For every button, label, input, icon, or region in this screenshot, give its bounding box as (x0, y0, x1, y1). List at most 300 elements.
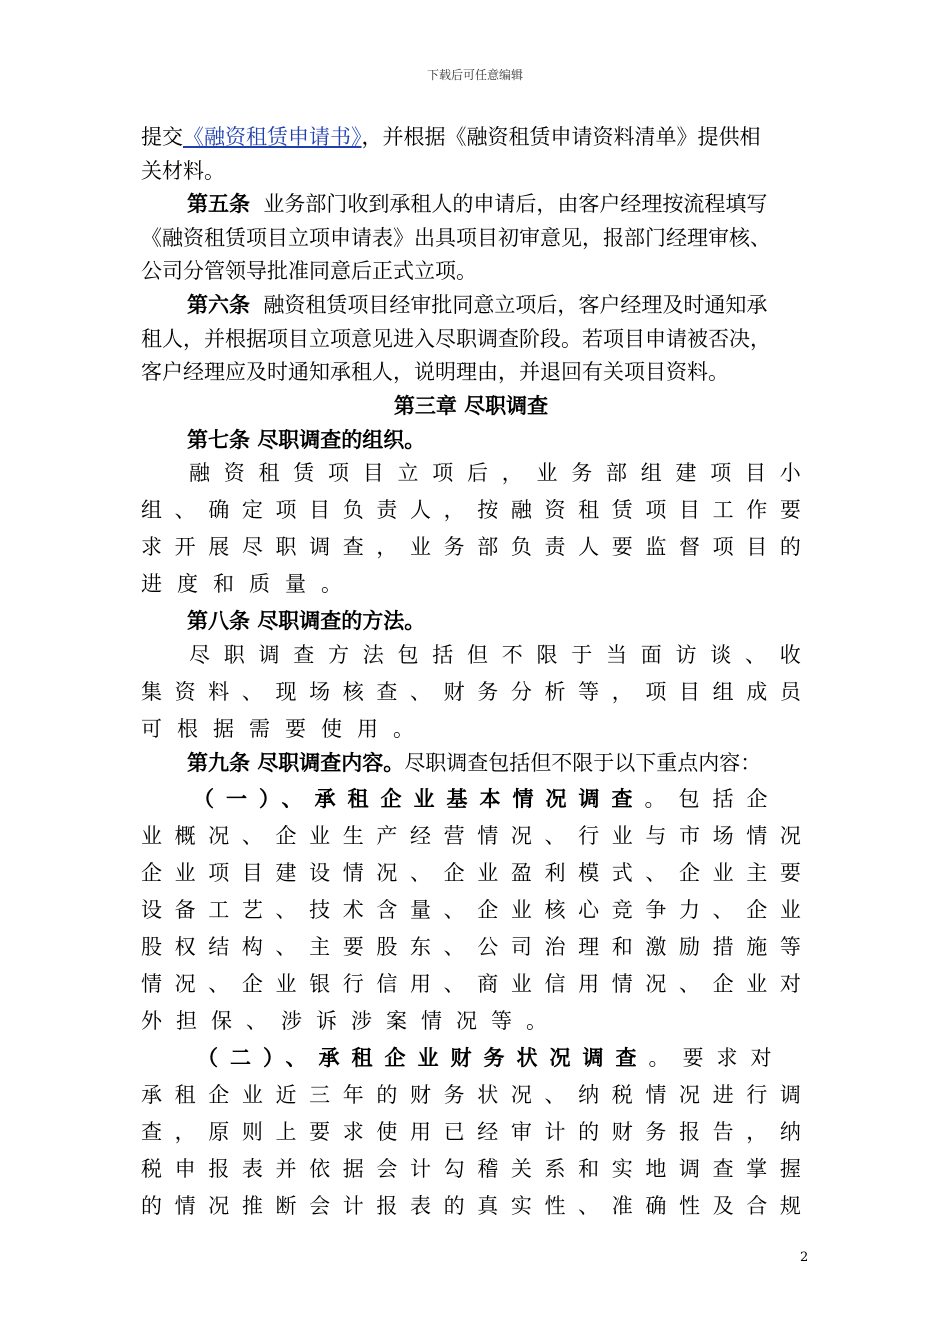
glyph: 利 (544, 861, 566, 885)
glyph: 况 (779, 824, 801, 848)
application-form-link[interactable]: 《融资租赁申请书》 (183, 125, 362, 149)
glyph: 、 (745, 643, 766, 667)
glyph: 业 (510, 898, 532, 922)
glyph: 企 (712, 972, 734, 996)
glyph: 建 (675, 461, 697, 485)
glyph: 查 (712, 1157, 734, 1181)
glyph: 况 (679, 1083, 700, 1107)
section-1-line (141, 858, 801, 888)
glyph: 模 (578, 861, 600, 885)
glyph: 务 (443, 535, 465, 559)
glyph: 税 (611, 1083, 633, 1107)
glyph: 情 (477, 824, 499, 848)
glyph: 握 (779, 1157, 801, 1181)
glyph: 目 (746, 535, 768, 559)
glyph: 进 (712, 1083, 734, 1107)
glyph: 业 (309, 824, 331, 848)
glyph: 业 (779, 898, 801, 922)
text-run: 。包括企 (644, 787, 781, 811)
article-8-line (141, 677, 801, 707)
glyph: 财 (443, 680, 465, 704)
glyph: 建 (275, 861, 297, 885)
glyph: 、 (275, 935, 297, 959)
glyph: 及 (712, 1194, 734, 1218)
text-run: 提交 (141, 125, 183, 149)
glyph: 勾 (443, 1157, 465, 1181)
glyph: 业 (141, 824, 162, 848)
glyph: 生 (342, 824, 364, 848)
article-8-heading: 第八条 尽职调查的方法。 (187, 609, 426, 633)
section-2-line (141, 1117, 801, 1147)
chapter-title: 第三章 尽职调查 (393, 394, 549, 418)
glyph: 项 (275, 498, 297, 522)
glyph: 立 (397, 461, 419, 485)
glyph: 业 (746, 972, 768, 996)
glyph: 查 (293, 643, 315, 667)
glyph: 目 (362, 461, 384, 485)
glyph: 据 (342, 1157, 364, 1181)
glyph: 确 (208, 498, 230, 522)
glyph: 司 (510, 935, 532, 959)
text-run: 业务部门收到承租人的申请后，由客户经理按流程填写 (263, 192, 768, 216)
glyph: 场 (712, 824, 734, 848)
glyph: 负 (510, 535, 532, 559)
glyph: 法 (362, 643, 384, 667)
glyph: 核 (342, 680, 364, 704)
glyph: 竞 (611, 898, 633, 922)
glyph: 项 (432, 461, 454, 485)
text-run: 融资租赁项目经审批同意立项后，客户经理及时通知承 (263, 293, 768, 317)
article-9-heading: 第九条 尽职调查内容。 (187, 751, 405, 775)
glyph: 租 (578, 498, 600, 522)
glyph: 股 (141, 935, 162, 959)
glyph: 项 (208, 861, 230, 885)
section-2-title: （二）、承租企业财务状况调查 (197, 1046, 649, 1070)
glyph: 施 (746, 935, 768, 959)
glyph: 表 (241, 1157, 263, 1181)
glyph: 系 (544, 1157, 566, 1181)
article-8-line: 可根据需要使用。 (141, 717, 429, 741)
glyph: 与 (645, 824, 667, 848)
glyph: 谈 (710, 643, 732, 667)
glyph: 况 (510, 824, 532, 848)
glyph: 申 (174, 1157, 196, 1181)
glyph: 营 (443, 824, 465, 848)
paragraph-line (141, 122, 801, 152)
glyph: 治 (544, 935, 566, 959)
glyph: 和 (578, 1157, 600, 1181)
text-run: 尽职调查包括但不限于以下重点内容： (404, 751, 762, 775)
glyph: ， (376, 535, 398, 559)
glyph: 要 (779, 861, 801, 885)
glyph: 措 (712, 935, 734, 959)
paragraph-line: 关材料。 (141, 159, 225, 183)
glyph: 、 (174, 498, 196, 522)
glyph: 市 (679, 824, 700, 848)
glyph: 年 (342, 1083, 364, 1107)
glyph: 审 (510, 1120, 532, 1144)
glyph: 查 (376, 680, 398, 704)
glyph: 资 (544, 498, 566, 522)
glyph: 项 (328, 461, 349, 485)
glyph: 监 (645, 535, 667, 559)
glyph: 业 (174, 861, 196, 885)
section-1-line (141, 895, 801, 925)
article-6-line: 租人，并根据项目立项意见进入尽职调查阶段。若项目申请被否决， (141, 327, 771, 351)
glyph: 的 (376, 1083, 398, 1107)
glyph: 量 (410, 898, 431, 922)
glyph: 上 (275, 1120, 297, 1144)
glyph: 行 (578, 824, 600, 848)
glyph: 商 (477, 972, 499, 996)
glyph: 实 (611, 1157, 633, 1181)
glyph: 性 (544, 1194, 566, 1218)
glyph: 况 (510, 1083, 532, 1107)
glyph: 掌 (746, 1157, 768, 1181)
glyph: 确 (645, 1194, 667, 1218)
glyph: 要 (779, 498, 801, 522)
glyph: 要 (342, 935, 364, 959)
glyph: 纳 (578, 1083, 600, 1107)
glyph: 按 (477, 498, 499, 522)
section-1-line (141, 821, 801, 851)
glyph: 展 (208, 535, 230, 559)
glyph: 、 (443, 972, 465, 996)
glyph: 情 (746, 824, 768, 848)
page-number: 2 (800, 1250, 809, 1265)
glyph: 、 (712, 898, 734, 922)
glyph: 用 (410, 972, 431, 996)
glyph: 、 (443, 898, 465, 922)
glyph: 企 (679, 861, 700, 885)
glyph: 的 (578, 1120, 600, 1144)
glyph: 励 (679, 935, 700, 959)
glyph: ， (746, 1120, 768, 1144)
glyph: 和 (611, 935, 633, 959)
glyph: 权 (174, 935, 196, 959)
glyph: 激 (645, 935, 667, 959)
glyph: 企 (241, 972, 263, 996)
glyph: 已 (443, 1120, 465, 1144)
glyph: 并 (275, 1157, 297, 1181)
article-7-line (141, 532, 801, 562)
section-2-line (141, 1191, 801, 1221)
glyph: 关 (510, 1157, 532, 1181)
glyph: 小 (779, 461, 801, 485)
glyph: 公 (477, 935, 499, 959)
glyph: 组 (712, 680, 734, 704)
glyph: 业 (712, 861, 734, 885)
glyph: 但 (467, 643, 488, 667)
glyph: 况 (376, 861, 398, 885)
glyph: 责 (544, 535, 566, 559)
glyph: 财 (611, 1120, 633, 1144)
article-7-line (189, 458, 801, 488)
glyph: 项 (645, 680, 667, 704)
article-5-line (187, 189, 801, 219)
glyph: 、 (645, 861, 667, 885)
glyph: 融 (189, 461, 210, 485)
glyph: 设 (309, 861, 331, 885)
glyph: 况 (208, 824, 230, 848)
glyph: 稽 (477, 1157, 499, 1181)
glyph: 技 (309, 898, 331, 922)
article-5-label: 第五条 (187, 192, 250, 216)
glyph: 会 (376, 1157, 398, 1181)
glyph: 场 (309, 680, 331, 704)
glyph: 力 (679, 898, 700, 922)
glyph: 计 (410, 1157, 431, 1181)
text-run: 。要求对 (648, 1046, 785, 1070)
glyph: 料 (208, 680, 230, 704)
glyph: 概 (174, 824, 196, 848)
glyph: 限 (536, 643, 558, 667)
glyph: 税 (141, 1157, 162, 1181)
glyph: 项 (645, 498, 667, 522)
glyph: 方 (328, 643, 349, 667)
glyph: 近 (275, 1083, 297, 1107)
glyph: 推 (241, 1194, 263, 1218)
glyph: 目 (745, 461, 766, 485)
article-7-line (141, 495, 801, 525)
glyph: 、 (241, 680, 263, 704)
glyph: 情 (342, 861, 364, 885)
glyph: 后 (467, 461, 488, 485)
glyph: 备 (174, 898, 196, 922)
glyph: 等 (578, 680, 600, 704)
glyph: 况 (645, 972, 667, 996)
glyph: 业 (241, 1083, 263, 1107)
glyph: 尽 (189, 643, 210, 667)
glyph: 则 (241, 1120, 263, 1144)
section-1-line: 外担保、涉诉涉案情况等。 (141, 1009, 561, 1033)
glyph: 产 (376, 824, 398, 848)
glyph: 使 (376, 1120, 398, 1144)
section-1-title: （一）、承租企业基本情况调查 (193, 787, 645, 811)
glyph: 主 (309, 935, 331, 959)
glyph: 租 (258, 461, 280, 485)
glyph: 访 (675, 643, 697, 667)
glyph: 况 (208, 1194, 230, 1218)
glyph: 企 (443, 861, 465, 885)
glyph: 开 (174, 535, 196, 559)
glyph: 面 (640, 643, 662, 667)
glyph: 职 (275, 535, 297, 559)
glyph: 用 (578, 972, 600, 996)
glyph: 业 (410, 535, 431, 559)
glyph: 赁 (611, 498, 633, 522)
glyph: 业 (611, 824, 633, 848)
glyph: 当 (606, 643, 627, 667)
glyph: 主 (746, 861, 768, 885)
article-8-line (189, 640, 801, 670)
glyph: 企 (275, 824, 297, 848)
glyph: 对 (779, 972, 801, 996)
glyph: 构 (241, 935, 263, 959)
article-9-heading-line (187, 748, 801, 778)
section-2-line (141, 1154, 801, 1184)
glyph: 目 (679, 680, 700, 704)
glyph: 心 (578, 898, 600, 922)
glyph: 于 (571, 643, 593, 667)
article-5-line: 《融资租赁项目立项申请表》出具项目初审意见，报部门经理审核、 (141, 226, 771, 250)
glyph: 报 (208, 1157, 230, 1181)
glyph: 责 (376, 498, 398, 522)
glyph: 设 (141, 898, 162, 922)
glyph: 资 (223, 461, 245, 485)
glyph: 断 (275, 1194, 297, 1218)
glyph: 合 (746, 1194, 768, 1218)
glyph: 情 (141, 972, 162, 996)
glyph: 要 (611, 535, 633, 559)
glyph: 资 (174, 680, 196, 704)
glyph: 析 (544, 680, 566, 704)
glyph: ， (174, 1120, 196, 1144)
glyph: 盈 (510, 861, 532, 885)
glyph: 职 (223, 643, 245, 667)
article-6-line (187, 290, 801, 320)
glyph: 艺 (241, 898, 263, 922)
glyph: 企 (746, 898, 768, 922)
glyph: 、 (544, 824, 566, 848)
glyph: 督 (679, 535, 700, 559)
glyph: 部 (606, 461, 627, 485)
glyph: 要 (309, 1120, 331, 1144)
glyph: 式 (611, 861, 633, 885)
glyph: 计 (342, 1194, 364, 1218)
glyph: 信 (376, 972, 398, 996)
glyph: 经 (477, 1120, 499, 1144)
glyph: 行 (746, 1083, 768, 1107)
glyph: 目 (679, 498, 700, 522)
glyph: 工 (208, 898, 230, 922)
glyph: 结 (208, 935, 230, 959)
glyph: 状 (477, 1083, 499, 1107)
glyph: 用 (410, 1120, 431, 1144)
glyph: 求 (342, 1120, 364, 1144)
glyph: 组 (640, 461, 662, 485)
glyph: 真 (477, 1194, 499, 1218)
glyph: 务 (477, 680, 499, 704)
glyph: 项 (710, 461, 732, 485)
article-7-heading: 第七条 尽职调查的组织。 (187, 428, 426, 452)
glyph: 表 (410, 1194, 431, 1218)
section-1-line (141, 932, 801, 962)
glyph: 负 (342, 498, 364, 522)
glyph: 纳 (779, 1120, 801, 1144)
glyph: 调 (258, 643, 280, 667)
glyph: 分 (510, 680, 532, 704)
glyph: 业 (477, 861, 499, 885)
glyph: 、 (275, 898, 297, 922)
glyph: 的 (779, 535, 801, 559)
page-header: 下载后可任意编辑 (426, 68, 523, 82)
section-1-title-line (193, 784, 801, 814)
glyph: 争 (645, 898, 667, 922)
glyph: 财 (410, 1083, 431, 1107)
glyph: 、 (410, 861, 431, 885)
glyph: 地 (645, 1157, 667, 1181)
glyph: 查 (342, 535, 364, 559)
glyph: 、 (410, 680, 431, 704)
glyph: 、 (241, 824, 263, 848)
glyph: 情 (645, 1083, 667, 1107)
glyph: 务 (443, 1083, 465, 1107)
glyph: 的 (141, 1194, 162, 1218)
glyph: 规 (779, 1194, 801, 1218)
glyph: 查 (141, 1120, 162, 1144)
article-6-line: 客户经理应及时通知承租人，说明理由，并退回有关项目资料。 (141, 360, 729, 384)
section-2-line (141, 1080, 801, 1110)
glyph: 括 (432, 643, 454, 667)
glyph: 业 (275, 972, 297, 996)
glyph: 经 (410, 824, 431, 848)
glyph: 实 (510, 1194, 532, 1218)
article-5-line: 公司分管领导批准同意后正式立项。 (141, 259, 477, 283)
glyph: 三 (309, 1083, 331, 1107)
glyph: 核 (544, 898, 566, 922)
glyph: 、 (443, 935, 465, 959)
glyph: 人 (410, 498, 431, 522)
glyph: 员 (779, 680, 801, 704)
section-2-title-line (197, 1043, 801, 1073)
glyph: 含 (376, 898, 398, 922)
glyph: 企 (141, 861, 162, 885)
glyph: 等 (779, 935, 801, 959)
section-1-line (141, 969, 801, 999)
glyph: 集 (141, 680, 162, 704)
glyph: 调 (309, 535, 331, 559)
glyph: 告 (712, 1120, 734, 1144)
glyph: 、 (578, 1194, 600, 1218)
glyph: 收 (779, 643, 801, 667)
glyph: 术 (342, 898, 364, 922)
glyph: 原 (208, 1120, 230, 1144)
glyph: 理 (578, 935, 600, 959)
glyph: 股 (376, 935, 398, 959)
glyph: 调 (779, 1083, 801, 1107)
glyph: 目 (309, 498, 331, 522)
glyph: 、 (208, 972, 230, 996)
glyph: 银 (309, 972, 331, 996)
glyph: 工 (712, 498, 734, 522)
glyph: ， (443, 498, 465, 522)
glyph: 求 (141, 535, 162, 559)
glyph: 依 (309, 1157, 331, 1181)
glyph: 计 (544, 1120, 566, 1144)
text-run: ，并根据《融资租赁申请资料清单》提供相 (361, 125, 761, 149)
glyph: ， (611, 680, 633, 704)
glyph: 准 (611, 1194, 633, 1218)
glyph: 不 (501, 643, 523, 667)
glyph: 的 (443, 1194, 465, 1218)
glyph: 包 (397, 643, 419, 667)
glyph: 调 (679, 1157, 700, 1181)
glyph: 东 (410, 935, 431, 959)
glyph: 融 (510, 498, 532, 522)
article-6-label: 第六条 (187, 293, 250, 317)
glyph: 业 (536, 461, 558, 485)
glyph: 情 (174, 1194, 196, 1218)
glyph: 租 (174, 1083, 196, 1107)
glyph: 目 (241, 861, 263, 885)
glyph: 企 (208, 1083, 230, 1107)
glyph: 人 (578, 535, 600, 559)
glyph: 业 (510, 972, 532, 996)
glyph: 会 (309, 1194, 331, 1218)
glyph: 作 (746, 498, 768, 522)
glyph: 部 (477, 535, 499, 559)
